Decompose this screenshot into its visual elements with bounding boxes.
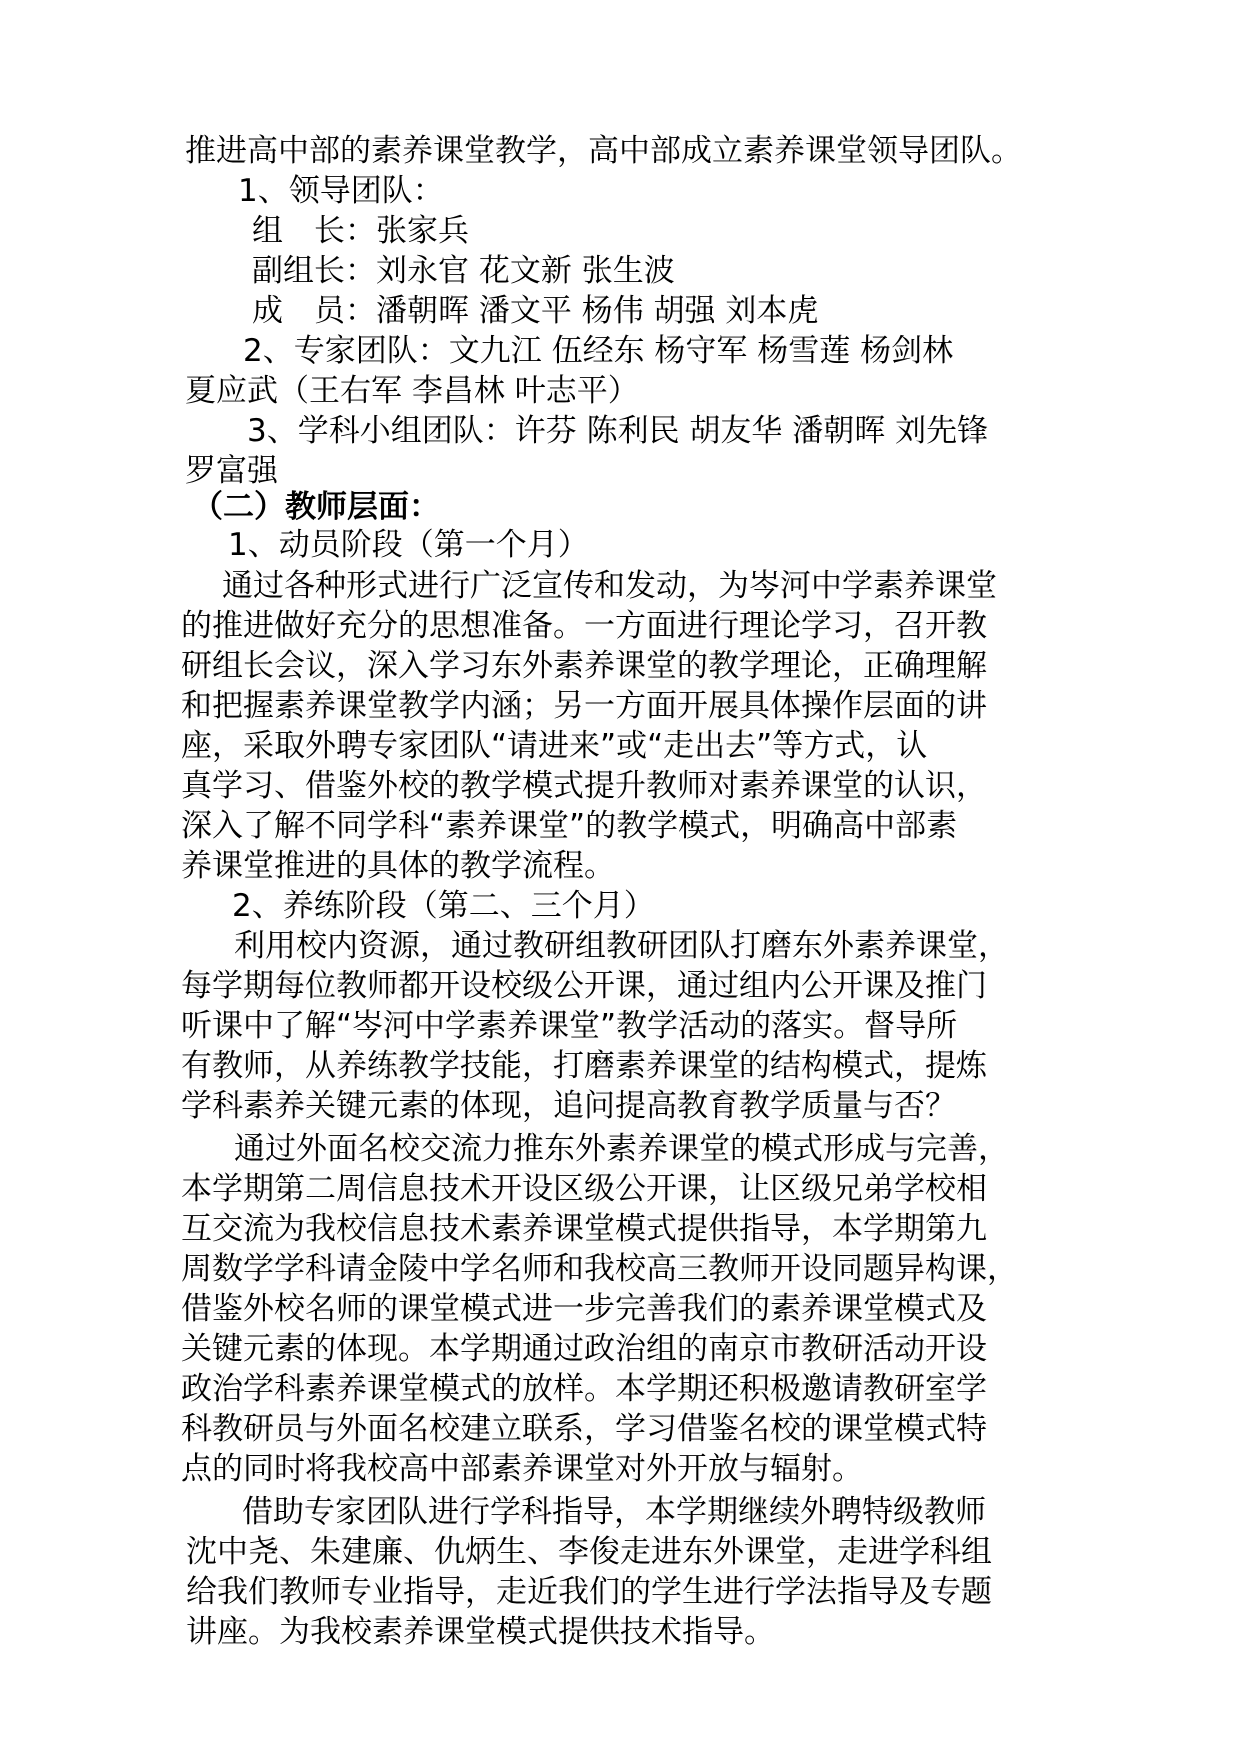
text-line-6: 2、专家团队：文九江 伍经东 杨守军 杨雪莲 杨剑林: [243, 333, 954, 369]
text-line-1: 推进高中部的素养课堂教学，高中部成立素养课堂领导团队。: [185, 133, 1022, 169]
text-line-7: 夏应武（王右军 李昌林 叶志平）: [185, 373, 639, 409]
text-line-34: 点的同时将我校高中部素养课堂对外开放与辐射。: [181, 1451, 863, 1487]
text-line-32: 政治学科素养课堂模式的放样。本学期还积极邀请教研室学: [181, 1371, 987, 1407]
text-line-22: 每学期每位教师都开设校级公开课，通过组内公开课及推门: [181, 968, 987, 1004]
text-line-31: 关键元素的体现。本学期通过政治组的南京市教研活动开设: [181, 1331, 987, 1367]
text-line-26: 通过外面名校交流力推东外素养课堂的模式形成与完善，: [234, 1131, 1009, 1167]
text-line-30: 借鉴外校名师的课堂模式进一步完善我们的素养课堂模式及: [181, 1291, 987, 1327]
text-line-24: 有教师，从养练教学技能，打磨素养课堂的结构模式，提炼: [181, 1048, 987, 1084]
text-line-13: 的推进做好充分的思想准备。一方面进行理论学习，召开教: [181, 608, 987, 644]
text-line-37: 给我们教师专业指导，走近我们的学生进行学法指导及专题: [186, 1574, 992, 1610]
text-line-8: 3、学科小组团队：许芬 陈利民 胡友华 潘朝晖 刘先锋: [247, 413, 989, 449]
text-line-15: 和把握素养课堂教学内涵；另一方面开展具体操作层面的讲: [181, 688, 987, 724]
text-line-21: 利用校内资源，通过教研组教研团队打磨东外素养课堂，: [234, 928, 1009, 964]
text-line-18: 深入了解不同学科“素养课堂”的教学模式，明确高中部素: [181, 808, 958, 844]
text-line-36: 沈中尧、朱建廉、仇炳生、李俊走进东外课堂，走进学科组: [186, 1534, 992, 1570]
text-line-33: 科教研员与外面名校建立联系，学习借鉴名校的课堂模式特: [181, 1411, 987, 1447]
text-line-27: 本学期第二周信息技术开设区级公开课，让区级兄弟学校相: [181, 1171, 987, 1207]
text-line-5: 成 员：潘朝晖 潘文平 杨伟 胡强 刘本虎: [252, 293, 819, 329]
text-line-19: 养课堂推进的具体的教学流程。: [181, 848, 615, 884]
text-line-25: 学科素养关键元素的体现，追问提高教育教学质量与否？: [181, 1088, 956, 1124]
text-line-29: 周数学学科请金陵中学名师和我校高三教师开设同题异构课，: [181, 1251, 1018, 1287]
text-line-17: 真学习、借鉴外校的教学模式提升教师对素养课堂的认识，: [181, 768, 987, 804]
text-line-14: 研组长会议，深入学习东外素养课堂的教学理论，正确理解: [181, 648, 987, 684]
text-line-12: 通过各种形式进行广泛宣传和发动，为岑河中学素养课堂: [222, 568, 997, 604]
text-line-4: 副组长：刘永官 花文新 张生波: [252, 253, 675, 289]
text-line-20: 2、养练阶段（第二、三个月）: [232, 888, 655, 924]
text-line-9: 罗富强: [185, 453, 278, 489]
text-line-16: 座，采取外聘专家团队“请进来”或“走出去”等方式，认: [181, 728, 928, 764]
text-line-35: 借助专家团队进行学科指导，本学期继续外聘特级教师: [242, 1494, 986, 1530]
text-line-2: 1、领导团队：: [238, 173, 444, 209]
text-line-23: 听课中了解“岑河中学素养课堂”教学活动的落实。督导所: [181, 1008, 958, 1044]
section-heading: （二）教师层面：: [192, 489, 440, 525]
text-line-38: 讲座。为我校素养课堂模式提供技术指导。: [186, 1614, 775, 1650]
text-line-3: 组 长：张家兵: [252, 213, 469, 249]
text-line-28: 互交流为我校信息技术素养课堂模式提供指导，本学期第九: [181, 1211, 987, 1247]
text-line-11: 1、动员阶段（第一个月）: [228, 527, 589, 563]
